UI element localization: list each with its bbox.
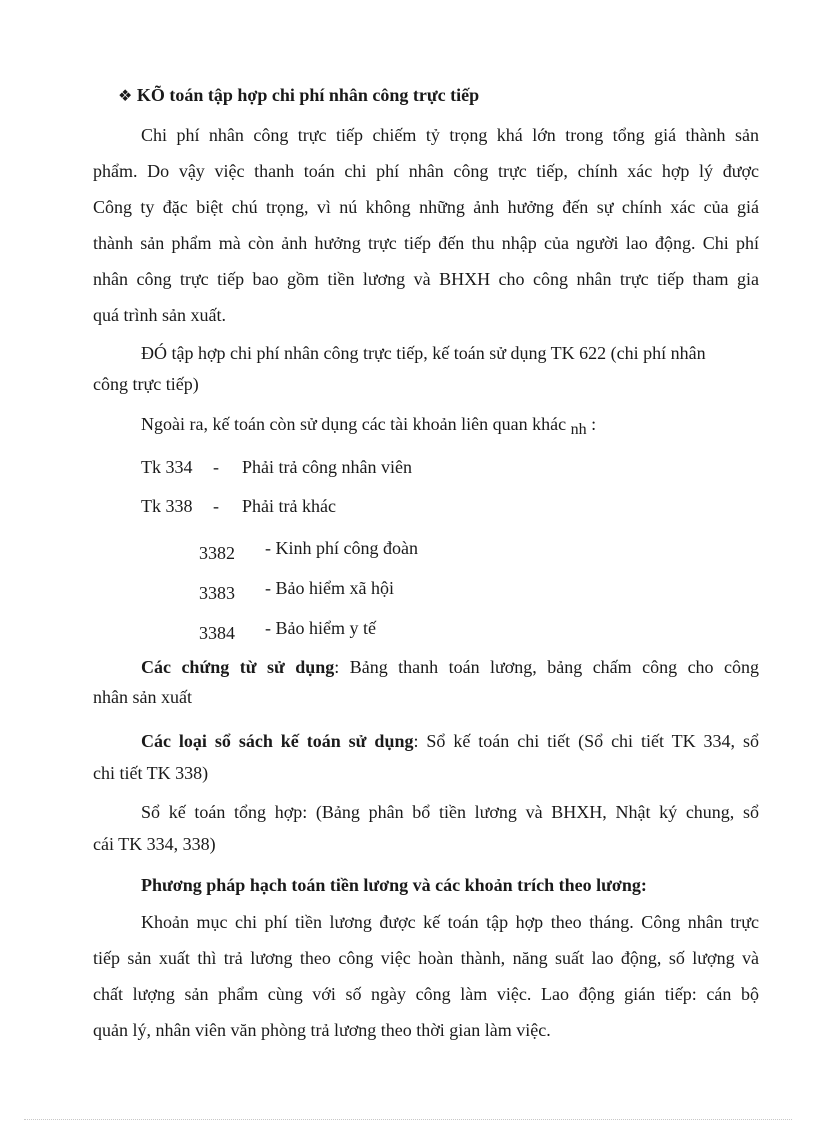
account-item <box>141 494 336 518</box>
paragraph-line <box>93 725 759 757</box>
account-name: Phải trả khác <box>242 496 336 516</box>
paragraph-general-ledger <box>93 796 759 860</box>
account-code: Tk 334 <box>141 457 193 477</box>
paragraph-tk622-line2: công trực tiếp) <box>93 374 199 394</box>
paragraph-books <box>93 725 759 789</box>
diamond-bullet-icon: ❖ <box>118 86 133 105</box>
account-item <box>141 455 412 479</box>
subaccount-item <box>199 616 376 643</box>
subaccount-code: 3382 <box>199 543 235 563</box>
subaccount-name: - Kinh phí công đoàn <box>265 538 418 558</box>
paragraph-line: quản lý, nhân viên văn phòng trả lương theo thời gian làm việc. <box>93 1020 551 1040</box>
books-rest: : Sổ kế toán chi tiết (Sổ chi tiết TK 334, sổ <box>413 731 760 751</box>
paragraph-line <box>93 652 759 682</box>
subaccount-item <box>199 576 394 603</box>
paragraph-line: thành sản phẩm mà còn ảnh hưởng trực tiếp đến thu nhập của người lao động. Chi phí <box>93 233 759 253</box>
subaccount-name: - Bảo hiểm y tế <box>265 618 376 638</box>
account-name: Phải trả công nhân viên <box>242 457 412 477</box>
method-heading: Phương pháp hạch toán tiền lương và các khoản trích theo lương: <box>141 875 647 895</box>
paragraph-line: cái TK 334, 338) <box>93 834 216 854</box>
paragraph-line: chi tiết TK 338) <box>93 763 209 783</box>
books-label: Các loại sổ sách kế toán sử dụng <box>141 731 414 751</box>
paragraph-line: Chi phí nhân công trực tiếp chiếm tỷ trọng khá lớn trong tổng giá thành sản <box>141 125 759 145</box>
other-accounts-colon: : <box>591 414 597 434</box>
paragraph-line: quá trình sản xuất. <box>93 305 226 325</box>
paragraph-intro <box>93 117 759 333</box>
subaccount-code: 3384 <box>199 623 235 643</box>
paragraph-line: nhân công trực tiếp bao gồm tiền lương và BHXH cho công nhân trực tiếp tham gia <box>93 269 759 289</box>
paragraph-tk622-line1: ĐÓ tập hợp chi phí nhân công trực tiếp, kế toán sử dụng TK 622 (chi phí nhân <box>141 343 706 363</box>
page-bottom-divider <box>24 1119 792 1120</box>
subaccount-name: - Bảo hiểm xã hội <box>265 578 394 598</box>
account-code: Tk 338 <box>141 496 193 516</box>
subaccount-code: 3383 <box>199 583 235 603</box>
paragraph-line: Công ty đặc biệt chú trọng, vì nú không những ảnh hưởng đến sự chính xác của giá <box>93 197 759 217</box>
paragraph-line: nhân sản xuất <box>93 687 192 707</box>
paragraph-line: chất lượng sản phẩm cùng với số ngày công làm việc. Lao động gián tiếp: cán bộ <box>93 984 759 1004</box>
subaccount-item <box>199 536 418 563</box>
paragraph-other-accounts <box>141 412 596 438</box>
section-heading-text: KÕ toán tập hợp chi phí nhân công trực tiếp <box>136 85 480 105</box>
paragraph-line: Sổ kế toán tổng hợp: (Bảng phân bổ tiền lương và BHXH, Nhật ký chung, sổ <box>141 802 759 822</box>
other-accounts-sub: nh <box>570 421 587 438</box>
paragraph-line: tiếp sản xuất thì trả lương theo công việc hoàn thành, năng suất lao động, số lượng và <box>93 948 759 968</box>
other-accounts-text: Ngoài ra, kế toán còn sử dụng các tài khoản liên quan khác <box>141 414 567 434</box>
paragraph-line: phẩm. Do vậy việc thanh toán chi phí nhân công trực tiếp, chính xác hợp lý được <box>93 161 759 181</box>
paragraph-documents <box>93 652 759 712</box>
account-dash: - <box>213 496 219 516</box>
paragraph-salary-method <box>93 904 759 1048</box>
section-heading <box>118 83 479 108</box>
documents-rest: : Bảng thanh toán lương, bảng chấm công cho công <box>334 657 759 677</box>
documents-label: Các chứng từ sử dụng <box>141 657 335 677</box>
account-dash: - <box>213 457 219 477</box>
paragraph-line: Khoản mục chi phí tiền lương được kế toán tập hợp theo tháng. Công nhân trực <box>141 912 759 932</box>
